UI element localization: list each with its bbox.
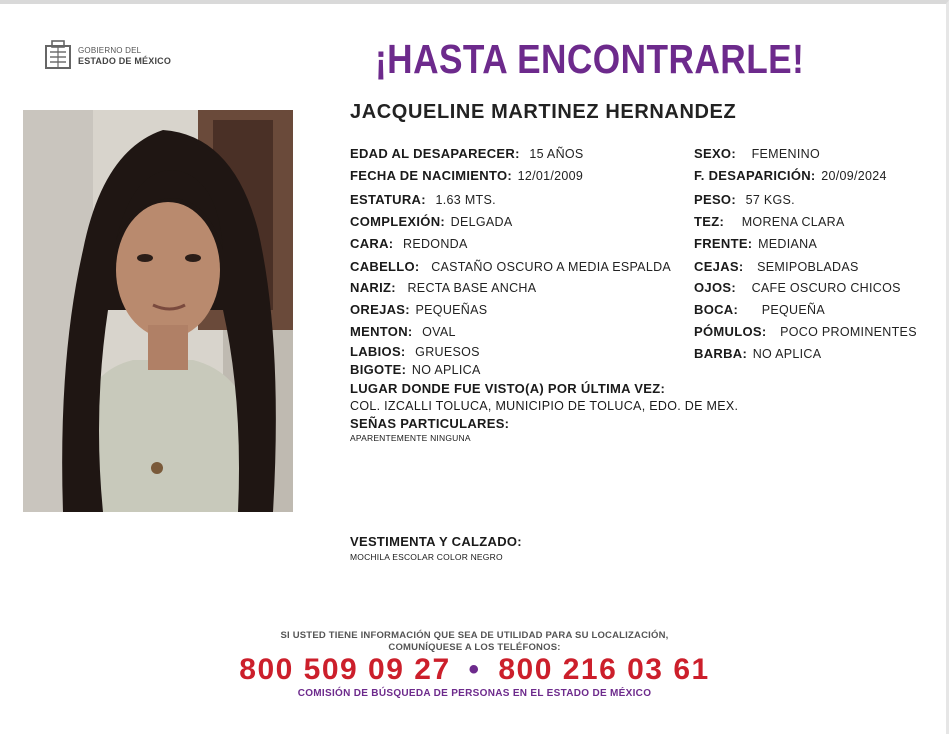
phone-separator: • [468, 653, 481, 686]
info-line-2: COMUNÍQUESE A LOS TELÉFONOS: [388, 642, 561, 653]
phone-2[interactable]: 800 216 03 61 [498, 653, 710, 686]
field-menton: MENTON: OVAL [350, 324, 456, 339]
phone-1[interactable]: 800 509 09 27 [239, 653, 451, 686]
field-estatura: ESTATURA: 1.63 MTS. [350, 192, 496, 207]
field-cejas: CEJAS: SEMIPOBLADAS [694, 259, 859, 274]
state-seal-icon [44, 40, 72, 72]
field-cabello: CABELLO: CASTAÑO OSCURO A MEDIA ESPALDA [350, 259, 672, 274]
phone-numbers [0, 653, 949, 687]
field-complexion: COMPLEXIÓN: DELGADA [350, 214, 513, 229]
field-pomulos: PÓMULOS: POCO PROMINENTES [694, 324, 917, 339]
headline: ¡HASTA ENCONTRARLE! [375, 36, 805, 82]
vestimenta-label: VESTIMENTA Y CALZADO: [350, 534, 522, 549]
field-f-desaparicion: F. DESAPARICIÓN: 20/09/2024 [694, 168, 887, 183]
field-ojos: OJOS: CAFE OSCURO CHICOS [694, 280, 901, 295]
field-sexo: SEXO: FEMENINO [694, 146, 820, 161]
senas-value: APARENTEMENTE NINGUNA [350, 433, 471, 443]
field-orejas: OREJAS: PEQUEÑAS [350, 302, 488, 317]
field-peso: PESO: 57 KGS. [694, 192, 795, 207]
vestimenta-value: MOCHILA ESCOLAR COLOR NEGRO [350, 552, 503, 562]
field-barba: BARBA: NO APLICA [694, 346, 822, 361]
logo-line-1: GOBIERNO DEL [78, 46, 142, 55]
info-line-1: SI USTED TIENE INFORMACIÓN QUE SEA DE UTILIDAD PARA SU LOCALIZACIÓN, [280, 630, 669, 641]
government-logo [44, 40, 171, 72]
comision-name: COMISIÓN DE BÚSQUEDA DE PERSONAS EN EL ESTADO DE MÉXICO [297, 688, 652, 699]
field-edad: EDAD AL DESAPARECER: 15 AÑOS [350, 146, 584, 161]
field-cara: CARA: REDONDA [350, 236, 468, 251]
logo-line-2: ESTADO DE MÉXICO [78, 56, 172, 66]
field-frente: FRENTE: MEDIANA [694, 236, 818, 251]
senas-label: SEÑAS PARTICULARES: [350, 416, 510, 431]
field-bigote: BIGOTE: NO APLICA [350, 362, 481, 377]
field-tez: TEZ: MORENA CLARA [694, 214, 845, 229]
lugar-value: COL. IZCALLI TOLUCA, MUNICIPIO DE TOLUCA, EDO. DE MEX. [350, 399, 739, 413]
field-labios: LABIOS: GRUESOS [350, 344, 480, 359]
person-photo [23, 110, 293, 512]
field-fecha-nacimiento: FECHA DE NACIMIENTO: 12/01/2009 [350, 168, 584, 183]
field-boca: BOCA: PEQUEÑA [694, 302, 825, 317]
field-nariz: NARIZ: RECTA BASE ANCHA [350, 280, 537, 295]
lugar-label: LUGAR DONDE FUE VISTO(A) POR ÚLTIMA VEZ: [350, 381, 666, 396]
person-name: JACQUELINE MARTINEZ HERNANDEZ [350, 101, 737, 123]
